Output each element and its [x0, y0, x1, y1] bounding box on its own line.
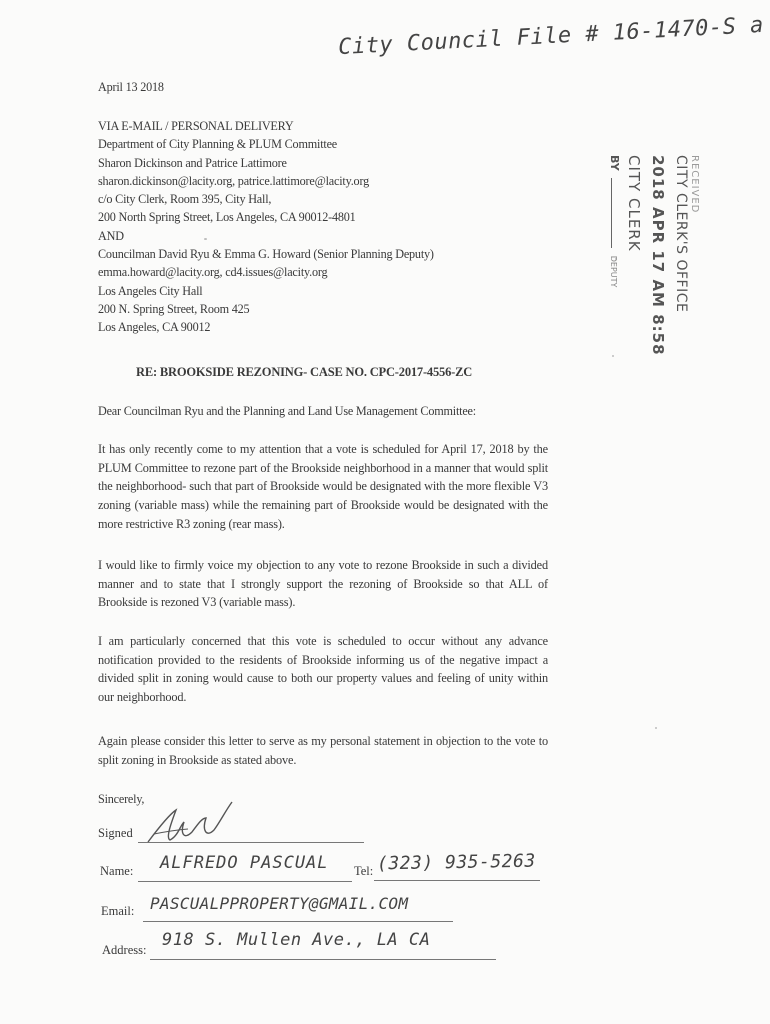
email-line [143, 921, 453, 922]
signature-line [138, 842, 364, 843]
stamp-datetime: 2018 APR 17 AM 8:58 [649, 155, 667, 356]
stamp-received: RECEIVED [689, 155, 700, 214]
body-paragraph: Again please consider this letter to serve as my personal statement in objection to the vote to split zoning in Brookside as stated above. [98, 734, 548, 767]
tel-line [374, 880, 540, 881]
tel-value: (323) 935-5263 [376, 850, 536, 875]
header-line: Los Angeles, CA 90012 [98, 320, 211, 335]
header-line: Department of City Planning & PLUM Committee [98, 137, 337, 152]
stamp-by-row [608, 155, 621, 356]
handwritten-signature [140, 796, 260, 856]
name-value: ALFREDO PASCUAL [160, 853, 329, 873]
stamp-by: BY [608, 155, 621, 171]
header-line: Los Angeles City Hall [98, 283, 203, 298]
email-value: PASCUALPPROPERTY@GMAIL.COM [150, 894, 409, 913]
header-line: Sharon Dickinson and Patrice Lattimore [98, 155, 287, 170]
header-line: 200 North Spring Street, Los Angeles, CA 90012-4801 [98, 210, 356, 225]
address-label: Address: [102, 943, 147, 957]
body-paragraph: I am particularly concerned that this vote is scheduled to occur without any advance notification provided to the residents of Brookside informing us of the negative impact a divided split in zoning would cause to both our property values and feeling of unity within our neighborhood. [98, 634, 548, 705]
header-line: AND [98, 228, 124, 243]
header-line: VIA E-MAIL / PERSONAL DELIVERY [98, 119, 294, 133]
header-line: 200 N. Spring Street, Room 425 [98, 301, 250, 316]
stamp-city-clerk: CITY CLERK [625, 155, 643, 252]
body-paragraph: It has only recently come to my attention that a vote is scheduled for April 17, 2018 by the PLUM Committee to rezone part of the Brookside neighborhood in a manner that would split the neighborhood- such that part of Brookside would be designated with the more flexible V3 zoning (variable mass) while the remaining part of Brookside would be designated with the more restrictive R3 zoning (rear mass). [98, 442, 548, 531]
email-label: Email: [101, 904, 135, 918]
salutation: Dear Councilman Ryu and the Planning and Land Use Management Committee: [98, 404, 476, 418]
body-paragraph: I would like to firmly voice my objection to any vote to rezone Brookside in such a divided manner and to state that I strongly support the rezoning of Brookside so that ALL of Brookside is rezoned V3 (variable mass). [98, 558, 548, 610]
address-value: 918 S. Mullen Ave., LA CA [162, 930, 431, 950]
address-block [98, 117, 434, 337]
stamp-office: CITY CLERK'S OFFICE [673, 155, 689, 313]
subject-line: RE: BROOKSIDE REZONING- CASE NO. CPC-2017-4556-ZC [136, 365, 473, 379]
header-line: Councilman David Ryu & Emma G. Howard (Senior Planning Deputy) [98, 247, 434, 262]
name-line [138, 881, 352, 882]
handwritten-file-note: City Council File # 16-1470-S a [337, 12, 765, 61]
scan-speck [655, 727, 657, 729]
stamp-signature-line [611, 178, 612, 248]
header-line: sharon.dickinson@lacity.org, patrice.lattimore@lacity.org [98, 173, 369, 188]
letter-date: April 13 2018 [98, 80, 164, 94]
name-label: Name: [100, 864, 134, 878]
header-line: c/o City Clerk, Room 395, City Hall, [98, 192, 272, 207]
tel-label: Tel: [354, 864, 374, 878]
header-line: emma.howard@lacity.org, cd4.issues@lacity.org [98, 265, 328, 280]
address-line [150, 959, 496, 960]
signed-label: Signed [98, 826, 133, 840]
closing: Sincerely, [98, 792, 145, 806]
received-stamp [608, 155, 700, 356]
stamp-deputy: DEPUTY [609, 255, 618, 288]
